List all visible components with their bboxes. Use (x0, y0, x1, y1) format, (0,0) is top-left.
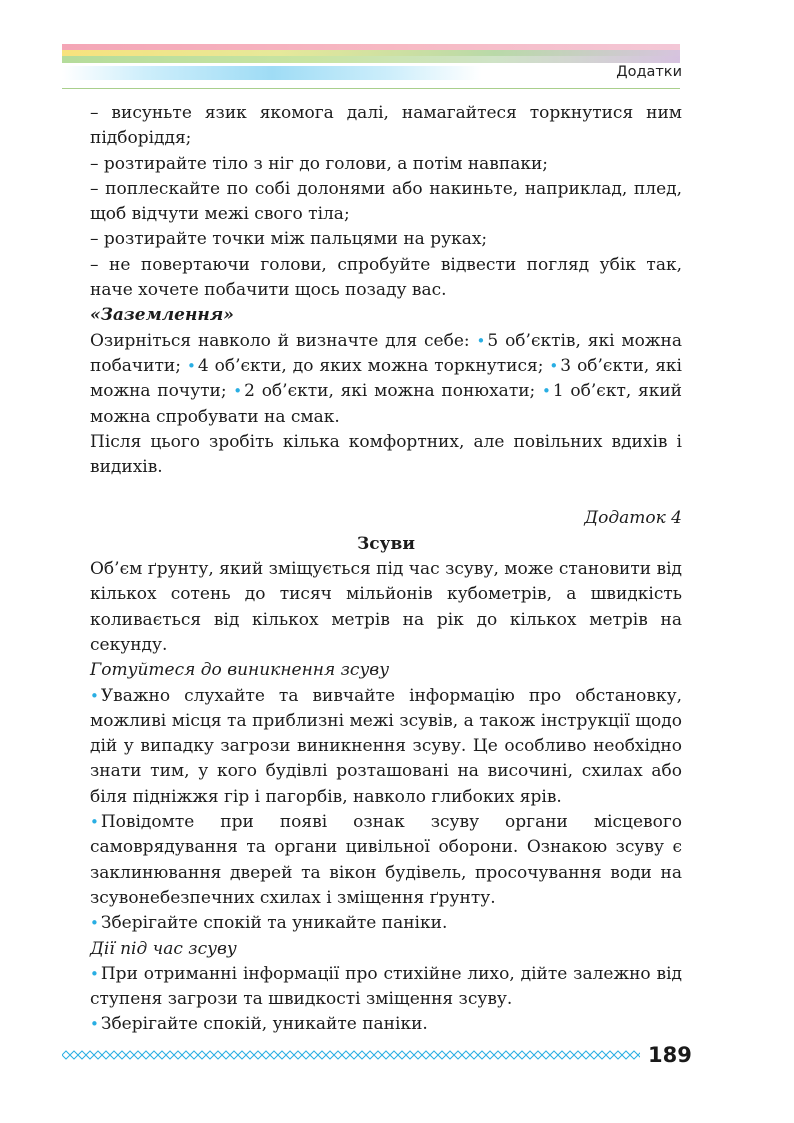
grounding-item: 2 об’єкти, які можна понюхати; (244, 381, 536, 402)
instruction-line-5: – не повертаючи голови, спробуйте відвести погляд убік так, наче хочете побачити щось позаду вас. (90, 254, 682, 301)
prepare-item (90, 684, 682, 810)
prepare-heading: Готуйтеся до виникнення зсуву (90, 660, 390, 681)
bullet-dot-icon: • (542, 382, 551, 401)
bullet-dot-icon: • (90, 686, 99, 705)
appendix-title: Зсуви (357, 533, 415, 554)
grounding-item: 4 об’єкти, до яких можна торкнутися; (197, 355, 544, 376)
header-band-green (62, 56, 680, 63)
bullet-dot-icon: • (186, 356, 196, 375)
bullet-dot-icon: • (233, 382, 243, 401)
header-band-blue (62, 66, 482, 80)
running-header: Додатки (616, 64, 682, 80)
grounding-intro: Озирніться навколо й визначте для себе: (90, 330, 470, 351)
grounding-list (90, 329, 682, 430)
during-item-text: Зберігайте спокій, уникайте паніки. (100, 1014, 428, 1035)
prepare-item (90, 911, 682, 936)
grounding-heading: «Заземлення» (90, 305, 234, 326)
during-item (90, 962, 682, 1013)
bullet-dot-icon: • (90, 964, 99, 983)
bullet-dot-icon: • (90, 914, 99, 933)
bullet-dot-icon: • (549, 356, 559, 375)
prepare-item-text: Зберігайте спокій та уникайте паніки. (100, 913, 448, 934)
prepare-item-text: Уважно слухайте та вивчайте інформацію про обстановку, можливі місця та приблизні межі зсувів, а також інструкції щодо дій у випадку загрози виникнення зсуву. Це особливо необхідно знати тим, у кого будівлі розташовані на височині, схилах або біля підніжжя гір і пагорбів, навколо глибоких ярів. (90, 685, 682, 807)
page-number: 189 (648, 1043, 692, 1067)
during-item-text: При отриманні інформації про стихійне лихо, дійте залежно від ступеня загрози та швидкості зміщення зсуву. (90, 963, 682, 1010)
grounding-item: 1 об’єкт, який можна спробувати на смак. (90, 381, 682, 427)
appendix-intro: Об’єм ґрунту, який зміщується під час зсуву, може становити від кількох сотень до тисяч мільйонів кубометрів, а швидкість коливається від кількох метрів на рік до кількох метрів на секунду. (90, 559, 682, 655)
page-body (90, 101, 682, 1038)
grounding-after: Після цього зробіть кілька комфортних, але повільних вдихів і видихів. (90, 431, 682, 478)
instruction-line-1: – висуньте язик якомога далі, намагайтеся торкнутися ним підборіддя; (90, 103, 682, 149)
instruction-line-4: – розтирайте точки між пальцями на руках; (90, 229, 488, 250)
grounding-item: 3 об’єкти, які можна почути; (90, 355, 682, 402)
bullet-dot-icon: • (476, 331, 486, 350)
header-rule (62, 88, 680, 89)
appendix-label: Додаток 4 (584, 508, 682, 529)
instruction-line-3: – поплескайте по собі долонями або накиньте, наприклад, плед, щоб відчути межі свого тіла; (90, 178, 682, 225)
grounding-item: 5 об’єктів, які можна побачити; (90, 330, 682, 376)
instruction-line-2: – розтирайте тіло з ніг до голови, а потім навпаки; (90, 153, 549, 174)
prepare-item-text: Повідомте при появі ознак зсуву органи місцевого самоврядування та органи цивільної оборони. Ознакою зсуву є заклинювання дверей та вікон будівель, просочування води на зсувонебезпечних схилах і зміщення ґрунту. (90, 812, 682, 908)
bullet-dot-icon: • (90, 813, 99, 832)
bullet-dot-icon: • (90, 1015, 99, 1034)
footer-dotted-ornament (62, 1048, 640, 1062)
during-item (90, 1012, 682, 1037)
prepare-item (90, 810, 682, 911)
during-heading: Дії під час зсуву (90, 938, 237, 959)
